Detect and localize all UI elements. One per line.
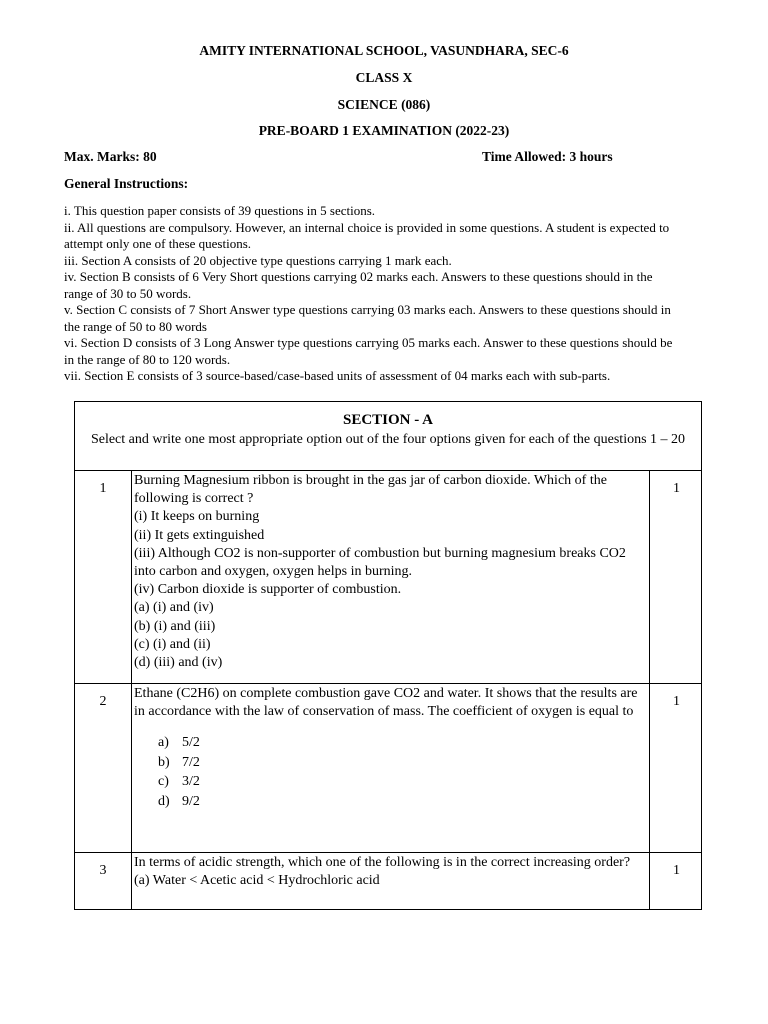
class-title: CLASS X [355, 70, 413, 85]
question-row [75, 853, 701, 910]
question-marks: 1 [673, 863, 680, 878]
exam-title: PRE-BOARD 1 EXAMINATION (2022-23) [258, 123, 510, 138]
question-line: (b) (i) and (iii) [134, 618, 216, 634]
section-instruction: Select and write one most appropriate option out of the four options given for each of the questions 1 – 20 [90, 432, 686, 447]
question-line: (iv) Carbon dioxide is supporter of combustion. [134, 582, 402, 598]
question-text [131, 471, 650, 683]
question-marks: 1 [673, 694, 680, 709]
instruction-item: ii. All questions are compulsory. However, an internal choice is provided in some questions. A student is expected to attempt only one of these questions. [64, 219, 670, 251]
school-name: AMITY INTERNATIONAL SCHOOL, VASUNDHARA, SEC-6 [199, 43, 569, 58]
instruction-item: iv. Section B consists of 6 Very Short questions carrying 02 marks each. Answers to these questions should in the range of 30 to 50 words. [64, 269, 653, 301]
instruction-item: v. Section C consists of 7 Short Answer type questions carrying 03 marks each. Answers to these questions should in the range of 50 to 80 words [64, 302, 671, 334]
option-value: 3/2 [182, 774, 200, 790]
option-label: b) [158, 754, 170, 770]
question-number: 3 [99, 863, 107, 878]
question-table [74, 401, 702, 910]
option-list [134, 733, 647, 811]
question-text [131, 853, 650, 909]
question-line: (a) Water < Acetic acid < Hydrochloric acid [134, 873, 380, 889]
option-label: a) [158, 735, 169, 751]
option-label: d) [158, 793, 170, 809]
instructions-list [64, 203, 674, 385]
question-line: (a) (i) and (iv) [134, 600, 214, 616]
question-line: (d) (iii) and (iv) [134, 655, 223, 671]
question-number: 1 [99, 481, 107, 496]
subject-title: SCIENCE (086) [337, 97, 431, 112]
option-item [158, 753, 647, 773]
marks-time-row [64, 149, 664, 165]
instruction-item: vi. Section D consists of 3 Long Answer type questions carrying 05 marks each. Answer to these questions should be in the range of 80 to 120 words. [64, 335, 673, 367]
option-value: 9/2 [182, 793, 200, 809]
option-item [158, 733, 647, 753]
max-marks: Max. Marks: 80 [64, 149, 157, 164]
option-value: 5/2 [182, 735, 200, 751]
section-title: SECTION - A [342, 412, 434, 428]
question-line: (i) It keeps on burning [134, 509, 260, 525]
question-line: (iii) Although CO2 is non-supporter of combustion but burning magnesium breaks CO2 into carbon and oxygen, oxygen helps in burning. [134, 545, 626, 580]
question-line: (ii) It gets extinguished [134, 527, 265, 543]
option-item [158, 792, 647, 812]
question-marks: 1 [673, 481, 680, 496]
question-line: Burning Magnesium ribbon is brought in the gas jar of carbon dioxide. Which of the following is correct ? [134, 473, 607, 507]
instruction-item: vii. Section E consists of 3 source-based/case-based units of assessment of 04 marks each with sub-parts. [64, 368, 611, 383]
question-line: Ethane (C2H6) on complete combustion gave CO2 and water. It shows that the results are in accordance with the law of conservation of mass. The coefficient of oxygen is equal to [134, 686, 638, 720]
time-allowed: Time Allowed: 3 hours [482, 149, 613, 164]
option-item [158, 772, 647, 792]
question-row [75, 471, 701, 684]
question-line: In terms of acidic strength, which one of the following is in the correct increasing order? [134, 855, 631, 870]
question-row [75, 684, 701, 853]
question-text [131, 684, 650, 852]
instructions-heading: General Instructions: [64, 176, 189, 191]
instruction-item: i. This question paper consists of 39 questions in 5 sections. [64, 203, 376, 218]
option-label: c) [158, 774, 169, 790]
section-header [75, 402, 701, 471]
question-number: 2 [99, 694, 107, 709]
option-value: 7/2 [182, 754, 200, 770]
instruction-item: iii. Section A consists of 20 objective type questions carrying 1 mark each. [64, 252, 452, 268]
question-line: (c) (i) and (ii) [134, 636, 211, 652]
